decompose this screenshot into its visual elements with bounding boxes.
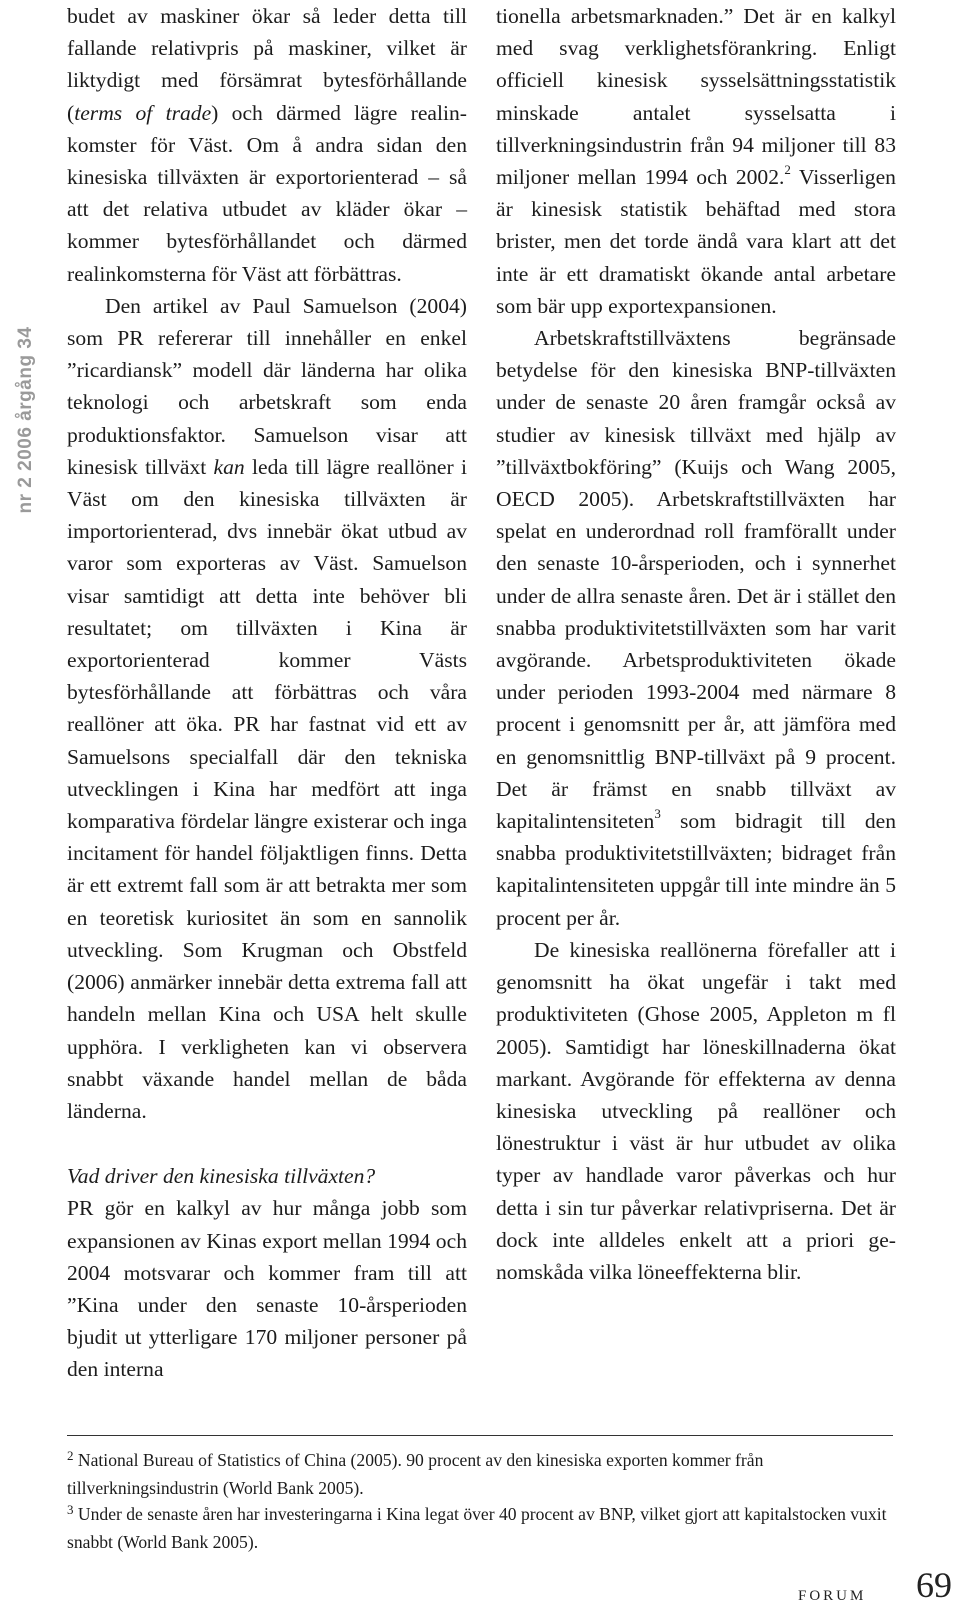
footnote-text: Under de senaste åren har investeringarna i Kina legat över 40 procent av BNP, vilket gjort att kapitalstocken vuxit snabbt (World Bank 2005). bbox=[67, 1504, 887, 1552]
footnote-divider bbox=[67, 1435, 893, 1436]
footnote-ref: 2 bbox=[784, 161, 791, 177]
section-heading: Vad driver den kinesiska tillväxten? bbox=[67, 1164, 376, 1189]
footnote-number: 2 bbox=[67, 1448, 74, 1463]
text-run: som bidragit till den snabba produktivitetstillväxten; bidraget från kapitalintensiteten uppgår till inte mindre än 5 procent per år. bbox=[496, 809, 896, 930]
journal-name: FORUM bbox=[798, 1588, 867, 1604]
footnote-text: National Bureau of Statistics of China (2005). 90 procent av den kinesiska exporten kommer från tillverkningsindustrin (World Bank 2005). bbox=[67, 1450, 764, 1498]
right-paragraph-3: De kinesiska reallönerna förefaller att i genomsnitt ha ökat ungefär i takt med produktiviteten (Ghose 2005, Appleton m fl 2005). Samtidigt har löneskillnaderna ökat markant. Avgörande för effekterna av denna kinesiska utveckling på reallöner och lönestruktur i väst är hur utbudet av olika typer av handlade varor påverkas och hur detta i sin tur påverkar relativpriserna. Det är dock inte alldeles enkelt att a priori genomskåda vilka löneeffekterna blir. bbox=[496, 937, 896, 1284]
text-run: leda till lägre reallöner i Väst om den kinesiska tillväxten är importorienterad, dvs innebär ökat utbud av varor som exporteras av Väst. Samuelson visar samtidigt att detta inte behöver bli resultatet; om tillväxten i Kina är exportorienterad kommer Västs bytesförhållande att förbättras och våra reallöner att öka. PR har fastnat vid ett av Samuelsons specialfall där den tekniska utvecklingen i Kina har medfört att inga komparativa fördelar längre existerar och inga incitament för handel följaktligen finns. Detta är ett extremt fall som är att betrakta mer som en teoretisk kuriositet än som en sannolik utveckling. Som Krugman och Obstfeld (2006) anmärker innebär detta extrema fall att handeln mellan Kina och USA helt skulle upphöra. I verkligheten kan vi observera snabbt växande handel mellan de båda länderna. bbox=[67, 454, 467, 1123]
left-paragraph-2 bbox=[67, 290, 467, 1127]
text-run: budet av maskiner ökar så leder detta till fallande relativpris på maskiner, vilket är liktydigt med försämrat bytesförhållande ( bbox=[67, 4, 467, 125]
left-column bbox=[67, 0, 467, 1386]
issue-sidebar-label: nr 2 2006 årgång 34 bbox=[15, 326, 36, 514]
footnotes bbox=[67, 1447, 893, 1555]
right-column bbox=[496, 0, 896, 1288]
italic-term: terms of trade bbox=[74, 100, 212, 125]
text-run: Visserligen är kinesisk statistik behäftad med stora brister, men det torde ändå vara klart att det inte är ett dramatiskt ökande antal arbetare som bär upp exportexpansionen. bbox=[496, 165, 896, 318]
footnote-3 bbox=[67, 1501, 893, 1555]
page-number: 69 bbox=[916, 1565, 952, 1605]
footnote-2 bbox=[67, 1447, 893, 1501]
right-paragraph-2 bbox=[496, 322, 896, 934]
italic-word: kan bbox=[213, 454, 245, 479]
text-run: Arbetskraftstillväxtens begränsade betydelse för den kinesiska BNP-tillväxten under de senaste 20 åren framgår också av studier av kinesisk tillväxt med hjälp av ”tillväxtbokföring” (Kuijs och Wang 2005, OECD 2005). Arbetskraftstillväxten har spelat en underordnad roll framförallt under den senaste 10-årsperioden, och i synnerhet under de allra senaste åren. Det är i stället den snabba produktivitetstillväxten som har varit avgörande. Arbetsproduktiviteten ökade under perioden 1993-2004 med närmare 8 procent i genomsnitt per år, att jämföra med en genomsnittlig BNP-tillväxt på 9 procent. Det är främst en snabb tillväxt av kapitalintensiteten bbox=[496, 326, 896, 834]
footnote-number: 3 bbox=[67, 1502, 74, 1517]
text-run: ) och därmed lägre realinkomster för Väst. Om å andra sidan den kinesiska tillväxten är exportorienterad – så att det relativa utbudet av kläder ökar – kommer bytesförhållandet och därmed realinkomsterna för Väst att förbättras. bbox=[67, 100, 467, 286]
text-run: tionella arbetsmarknaden.” Det är en kalkyl med svag verklighetsförankring. Enligt officiell kinesisk sysselsättningsstatistik minskade antalet sysselsatta i tillverkningsindustrin från 94 miljoner till 83 miljoner mellan 1994 och 2002. bbox=[496, 4, 896, 190]
footnote-ref: 3 bbox=[654, 805, 661, 821]
text-run: Den artikel av Paul Samuelson (2004) som PR refererar till innehåller en enkel ”ricardiansk” modell där länderna har olika teknologi och arbetskraft som enda produktionsfaktor. Samuelson visar att kinesisk tillväxt bbox=[67, 293, 467, 479]
left-paragraph-3: PR gör en kalkyl av hur många jobb som expansionen av Kinas export mellan 1994 och 2004 motsvarar och kommer fram till att ”Kina under den senaste 10-årsperioden bjudit ut ytterligare 170 miljoner personer på den interna bbox=[67, 1196, 467, 1382]
right-paragraph-1 bbox=[496, 0, 896, 322]
left-paragraph-1 bbox=[67, 0, 467, 290]
